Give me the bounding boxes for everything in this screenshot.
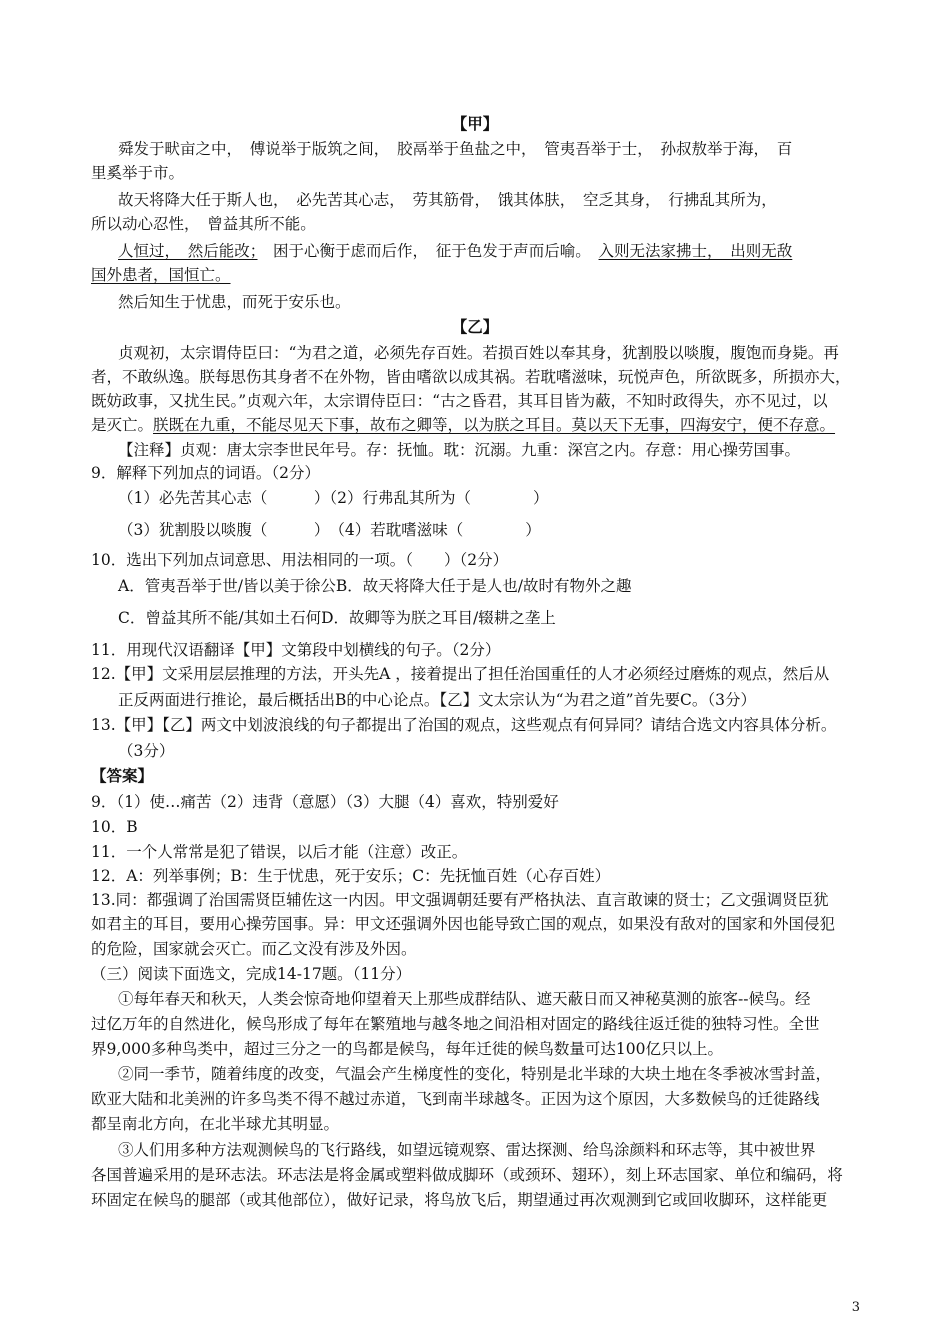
answer-9: 9．（1）使…痛苦（2）违背（意愿）（3）大腿（4）喜欢，特别爱好 xyxy=(91,793,559,811)
jia-paragraph-3-line-1 xyxy=(118,240,792,262)
section-3-heading: （三）阅读下面选文，完成14-17题。（11分） xyxy=(91,965,412,983)
question-13-line-1: 13.【甲】【乙】两文中划波浪线的句子都提出了治国的观点，这些观点有何异同？请结合选文内容具体分析。 xyxy=(91,716,837,734)
answer-10: 10．B xyxy=(91,818,138,836)
jia-paragraph-2-line-1: 故天将降大任于斯人也， 必先苦其心志， 劳其筋骨， 饿其体肤， 空乏其身， 行拂乱其所为， xyxy=(118,191,777,209)
answer-12: 12．A：列举事例；B：生于忧患，死于安乐；C：先抚恤百姓（心存百姓） xyxy=(91,867,611,885)
section-3-para-3-line-1: ③人们用多种方法观测候鸟的飞行路线，如望远镜观察、雷达探测、给鸟涂颜料和环志等，其中被世界 xyxy=(118,1141,816,1159)
question-9-items-1-2: （1）必先苦其心志（ ）（2）行弗乱其所为（ ） xyxy=(118,489,549,507)
plain-text: 困于心衡于虑而后作， 征于色发于声而后喻。 xyxy=(257,242,599,260)
yi-line-4 xyxy=(91,414,835,436)
section-3-para-3-line-3: 环固定在候鸟的腿部（或其他部位），做好记录，将鸟放飞后，期望通过再次观测到它或回收脚环，这样能更 xyxy=(91,1191,828,1209)
yi-line-3: 既妨政事，又扰生民。”贞观六年，太宗谓侍臣曰：“古之昏君，其耳目皆为蔽，不知时政得失，亦不见过，以 xyxy=(91,392,828,410)
question-12-line-1: 12.【甲】文采用层层推理的方法，开头先A ，接着提出了担任治国重任的人才必须经过磨炼的观点，然后从 xyxy=(91,665,830,683)
yi-line-2: 者，不敢纵逸。朕每思伤其身者不在外物，皆由嗜欲以成其祸。若耽嗜滋味，玩悦声色，所欲既多，所损亦大， xyxy=(91,368,851,386)
jia-paragraph-3-line-2: 国外患者，国恒亡。 xyxy=(91,266,231,284)
answer-11: 11．一个人常常是犯了错误，以后才能（注意）改正。 xyxy=(91,843,468,861)
section-3-para-1-line-2: 过亿万年的自然进化，候鸟形成了每年在繁殖地与越冬地之间沿相对固定的路线往返迁徙的独特习性。全世 xyxy=(91,1015,820,1033)
section-3-para-2-line-3: 都呈南北方向，在北半球尤其明显。 xyxy=(91,1115,340,1133)
section-3-para-2-line-2: 欧亚大陆和北美洲的许多鸟类不得不越过赤道，飞到南半球越冬。正因为这个原因，大多数候鸟的迁徙路线 xyxy=(91,1090,820,1108)
plain-text: 是灭亡。 xyxy=(91,416,154,434)
jia-paragraph-4: 然后知生于忧患，而死于安乐也。 xyxy=(118,293,351,311)
page-number: 3 xyxy=(851,1300,860,1315)
answer-13-line-1: 13.同：都强调了治国需贤臣辅佐这一内因。甲文强调朝廷要有严格执法、直言敢谏的贤士；乙文强调贤臣犹 xyxy=(91,891,829,909)
jia-paragraph-1-line-1: 舜发于畎亩之中， 傅说举于版筑之间， 胶鬲举于鱼盐之中， 管夷吾举于士， 孙叔敖举于海， 百 xyxy=(118,140,793,158)
question-10: 10．选出下列加点词意思、用法相同的一项。（ ）（2分） xyxy=(91,551,509,569)
yi-line-1: 贞观初，太宗谓侍臣曰：“为君之道，必须先存百姓。若损百姓以奉其身，犹割股以啖腹，腹饱而身毙。再 xyxy=(118,344,839,362)
section-jia-heading: 【甲】 xyxy=(451,114,499,133)
section-3-para-3-line-2: 各国普遍采用的是环志法。环志法是将金属或塑料做成脚环（或颈环、翅环），刻上环志国家、单位和编码，将 xyxy=(91,1166,843,1184)
underlined-sentence-2: 入则无法家拂士， 出则无敌 xyxy=(598,242,793,260)
underlined-sentence-1: 人恒过， 然后能改； xyxy=(118,242,258,260)
section-3-para-1-line-3: 界9,000多种鸟类中，超过三分之一的鸟都是候鸟，每年迁徙的候鸟数量可达100亿只以上。 xyxy=(91,1040,723,1058)
question-9-items-3-4: （3）犹割股以啖腹（ ） （4）若耽嗜滋味（ ） xyxy=(118,521,541,539)
question-13-line-2: （3分） xyxy=(118,742,175,760)
section-3-para-1-line-1: ①每年春天和秋天，人类会惊奇地仰望着天上那些成群结队、遮天蔽日而又神秘莫测的旅客--候鸟。经 xyxy=(118,990,811,1008)
answers-heading: 【答案】 xyxy=(91,766,154,785)
yi-annotation: 【注释】贞观：唐太宗李世民年号。存：抚恤。耽：沉溺。九重：深宫之内。存意：用心操劳国事。 xyxy=(118,441,801,459)
question-12-line-2: 正反两面进行推论，最后概括出B的中心论点。【乙】文太宗认为“为君之道”首先要C。（3分） xyxy=(118,691,756,709)
question-10-options-cd: C．曾益其所不能/其如土石何D．故卿等为朕之耳目/辍耕之垄上 xyxy=(118,609,556,627)
underlined-sentence-3: 朕既在九重，不能尽见天下事，故布之卿等，以为朕之耳目。莫以天下无事，四海安宁，便不存意。 xyxy=(153,416,836,434)
section-yi-heading: 【乙】 xyxy=(451,317,499,336)
answer-13-line-2: 如君主的耳目，要用心操劳国事。异：甲文还强调外因也能导致亡国的观点，如果没有敌对的国家和外国侵犯 xyxy=(91,915,836,933)
section-3-para-2-line-1: ②同一季节，随着纬度的改变，气温会产生梯度性的变化，特别是北半球的大块土地在冬季被冰雪封盖， xyxy=(118,1065,832,1083)
answer-13-line-3: 的危险，国家就会灭亡。而乙文没有涉及外因。 xyxy=(91,940,417,958)
question-11: 11．用现代汉语翻译【甲】文第段中划横线的句子。（2分） xyxy=(91,641,501,659)
jia-paragraph-2-line-2: 所以动心忍性， 曾益其所不能。 xyxy=(91,215,316,233)
question-9: 9．解释下列加点的词语。（2分） xyxy=(91,464,320,482)
question-10-options-ab: A．管夷吾举于世/皆以美于徐公B．故天将降大任于是人也/故时有物外之趣 xyxy=(118,577,632,595)
jia-paragraph-1-line-2: 里奚举于市。 xyxy=(91,164,185,182)
